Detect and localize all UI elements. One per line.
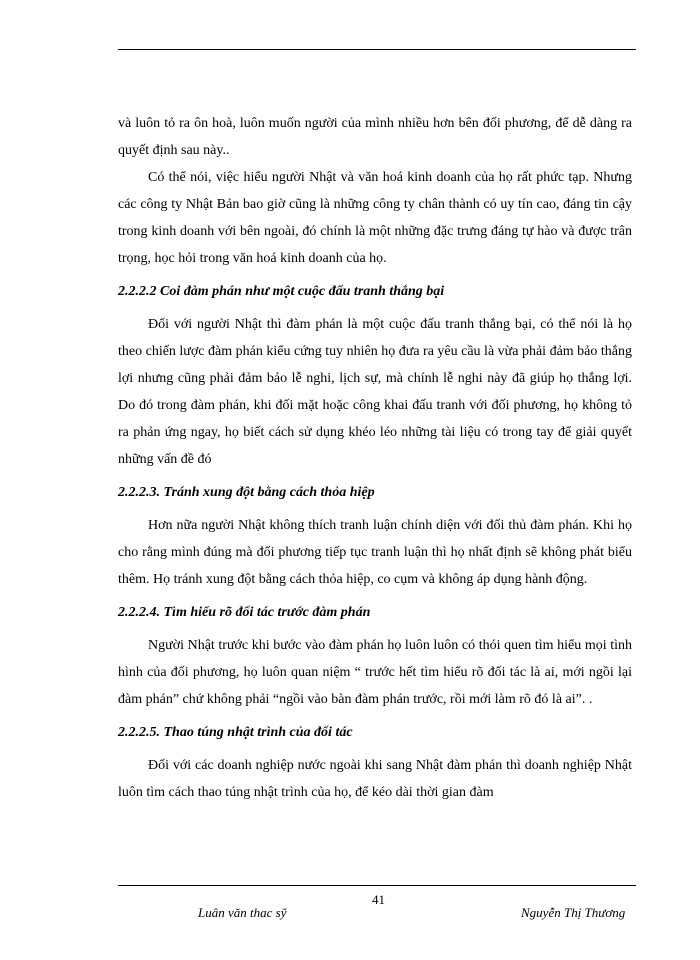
- section-heading-2-2-2-3: 2.2.2.3. Tránh xung đột bằng cách thỏa hiệp: [118, 485, 375, 500]
- header-rule: [118, 49, 636, 50]
- paragraph-continued: và luôn tỏ ra ôn hoà, luôn muốn người của mình nhiều hơn bên đối phương, để dễ dàng ra quyết định sau này..: [118, 116, 632, 158]
- footer-author-name: Nguyễn Thị Thương: [521, 905, 626, 920]
- section-heading-2-2-2-5: 2.2.2.5. Thao túng nhật trình của đối tác: [118, 725, 353, 740]
- footer-rule: [118, 885, 636, 886]
- section-body-2-2-2-2: Đối với người Nhật thì đàm phán là một cuộc đấu tranh thắng bại, có thể nói là họ theo chiến lược đàm phán kiểu cứng tuy nhiên họ đưa ra yêu cầu là vừa phải đảm bảo thắng lợi nhưng cũng phải đảm bảo lễ nghi, lịch sự, mà chính lễ nghi này đã giúp họ thắng lợi. Do đó trong đàm phán, khi đối mặt hoặc công khai đấu tranh với đối phương, họ không tỏ ra phản ứng ngay, họ biết cách sử dụng khéo léo những tài liệu có trong tay để giải quyết những vấn đề đó: [118, 317, 632, 467]
- footer-thesis-label: Luân văn thac sỹ: [198, 905, 287, 920]
- page-body: [118, 110, 632, 806]
- page-number: 41: [372, 892, 385, 907]
- section-heading-2-2-2-2: 2.2.2.2 Coi đàm phán như một cuộc đấu tranh thắng bại: [118, 284, 445, 299]
- section-body-2-2-2-3: Hơn nữa người Nhật không thích tranh luận chính diện với đối thủ đàm phán. Khi họ cho rằng mình đúng mà đối phương tiếp tục tranh luận thì họ nhất định sẽ không phát biểu thêm. Họ tránh xung đột bằng cách thỏa hiệp, co cụm và không áp dụng hành động.: [118, 518, 632, 587]
- section-body-2-2-2-4: Người Nhật trước khi bước vào đàm phán họ luôn luôn có thói quen tìm hiểu mọi tình hình của đối phương, họ luôn quan niệm “ trước hết tìm hiểu rõ đối tác là ai, mới ngồi lại đàm phán” chứ không phải “ngồi vào bàn đàm phán trước, rồi mới làm rõ đó là ai”. .: [118, 638, 632, 707]
- section-heading-2-2-2-4: 2.2.2.4. Tìm hiểu rõ đối tác trước đàm phán: [118, 605, 371, 620]
- section-body-2-2-2-5: Đối với các doanh nghiệp nước ngoài khi sang Nhật đàm phán thì doanh nghiệp Nhật luôn tìm cách thao túng nhật trình của họ, để kéo dài thời gian đàm: [118, 758, 632, 800]
- paragraph-summary: Có thể nói, việc hiểu người Nhật và văn hoá kinh doanh của họ rất phức tạp. Nhưng các công ty Nhật Bản bao giờ cũng là những công ty chân thành có uy tín cao, đáng tin cậy trong kinh doanh với bên ngoài, đó chính là một những đặc trưng đáng tự hào và được trân trọng, học hỏi trong văn hoá kinh doanh của họ.: [118, 170, 632, 266]
